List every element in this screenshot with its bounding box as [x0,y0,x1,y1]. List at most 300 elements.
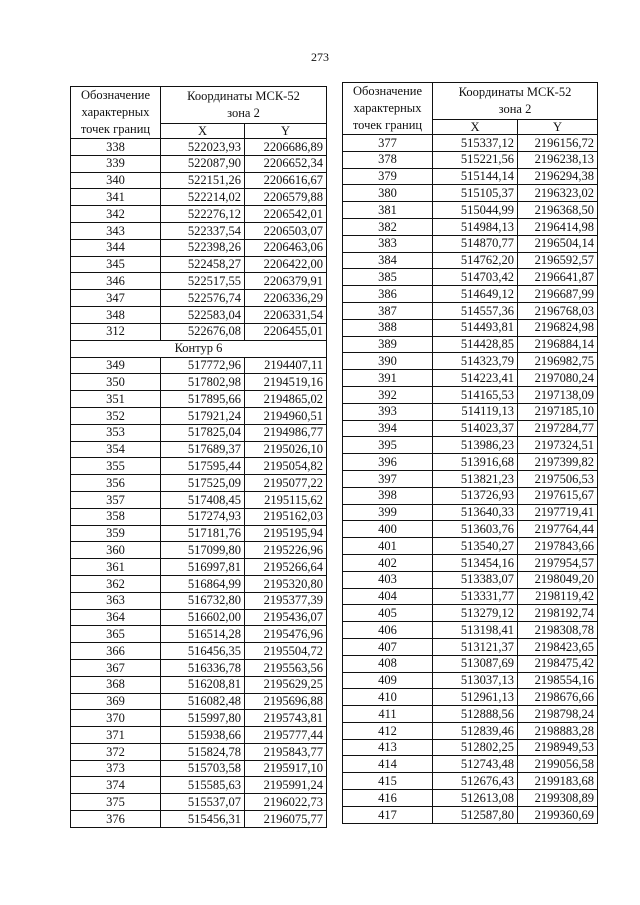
table-row [71,189,327,206]
point-id: 365 [71,626,161,643]
x-coordinate: 513916,68 [433,454,518,471]
point-id: 339 [71,155,161,172]
table-row [71,609,327,626]
y-coordinate: 2195743,81 [245,710,327,727]
point-id: 411 [343,706,433,723]
point-id: 362 [71,575,161,592]
y-coordinate: 2206686,89 [245,139,327,156]
point-id: 379 [343,168,433,185]
point-id: 397 [343,470,433,487]
y-coordinate: 2195077,22 [245,475,327,492]
table-row [71,525,327,542]
y-coordinate: 2206455,01 [245,323,327,340]
y-coordinate: 2196294,38 [518,168,598,185]
point-id: 392 [343,386,433,403]
y-coordinate: 2195054,82 [245,458,327,475]
table-row [71,693,327,710]
table-row [343,622,598,639]
table-row [71,155,327,172]
table-row [343,470,598,487]
y-coordinate: 2198798,24 [518,706,598,723]
table-row [71,139,327,156]
point-id: 387 [343,302,433,319]
table-row [71,508,327,525]
point-id: 396 [343,454,433,471]
y-coordinate: 2195162,03 [245,508,327,525]
y-coordinate: 2198192,74 [518,605,598,622]
table-row [71,441,327,458]
x-coordinate: 515537,07 [161,794,245,811]
y-coordinate: 2197843,66 [518,538,598,555]
y-coordinate: 2197324,51 [518,437,598,454]
point-id: 414 [343,756,433,773]
y-column-header: Y [518,120,598,135]
table-row [343,655,598,672]
x-coordinate: 517595,44 [161,458,245,475]
x-coordinate: 515456,31 [161,811,245,828]
x-coordinate: 522151,26 [161,172,245,189]
point-id: 402 [343,554,433,571]
x-coordinate: 516208,81 [161,676,245,693]
x-coordinate: 513331,77 [433,588,518,605]
table-row [343,756,598,773]
point-id: 338 [71,139,161,156]
x-coordinate: 513821,23 [433,470,518,487]
table-row [343,554,598,571]
y-coordinate: 2194407,11 [245,357,327,374]
point-id: 391 [343,370,433,387]
x-coordinate: 515997,80 [161,710,245,727]
table-row [71,794,327,811]
x-coordinate: 512802,25 [433,739,518,756]
point-id: 403 [343,571,433,588]
x-coordinate: 512587,80 [433,806,518,823]
table-row [71,256,327,273]
point-id: 372 [71,743,161,760]
point-id: 350 [71,374,161,391]
table-row [343,739,598,756]
x-coordinate: 516456,35 [161,643,245,660]
point-id: 406 [343,622,433,639]
table-row [343,689,598,706]
designation-header: Обозначение характерных точек границ [343,83,433,135]
y-coordinate: 2199056,58 [518,756,598,773]
table-row [71,391,327,408]
x-coordinate: 513087,69 [433,655,518,672]
point-id: 353 [71,424,161,441]
point-id: 401 [343,538,433,555]
x-coordinate: 516864,99 [161,575,245,592]
table-row [71,357,327,374]
point-id: 344 [71,239,161,256]
table-row [343,571,598,588]
point-id: 368 [71,676,161,693]
x-coordinate: 514323,79 [433,353,518,370]
y-coordinate: 2196982,75 [518,353,598,370]
y-coordinate: 2206379,91 [245,273,327,290]
x-coordinate: 515585,63 [161,777,245,794]
table-row [343,336,598,353]
point-id: 407 [343,638,433,655]
x-coordinate: 517274,93 [161,508,245,525]
y-coordinate: 2198676,66 [518,689,598,706]
point-id: 413 [343,739,433,756]
point-id: 377 [343,135,433,152]
point-id: 416 [343,790,433,807]
y-coordinate: 2198554,16 [518,672,598,689]
x-coordinate: 514557,36 [433,302,518,319]
table-row [343,302,598,319]
point-id: 370 [71,710,161,727]
header-row [343,83,598,120]
point-id: 398 [343,487,433,504]
left-coordinates-table [70,86,327,828]
table-row [343,420,598,437]
table-row [71,710,327,727]
x-coordinate: 513726,93 [433,487,518,504]
y-coordinate: 2195436,07 [245,609,327,626]
y-coordinate: 2194960,51 [245,407,327,424]
x-coordinate: 512676,43 [433,773,518,790]
table-row [343,353,598,370]
y-coordinate: 2194519,16 [245,374,327,391]
right-rows [343,135,598,824]
x-coordinate: 513198,41 [433,622,518,639]
x-coordinate: 517825,04 [161,424,245,441]
x-coordinate: 522458,27 [161,256,245,273]
x-coordinate: 514984,13 [433,218,518,235]
table-row [71,458,327,475]
y-coordinate: 2195377,39 [245,592,327,609]
designation-header: Обозначение характерных точек границ [71,87,161,139]
point-id: 312 [71,323,161,340]
point-id: 367 [71,659,161,676]
point-id: 363 [71,592,161,609]
x-coordinate: 522023,93 [161,139,245,156]
y-coordinate: 2196323,02 [518,185,598,202]
point-id: 394 [343,420,433,437]
table-row [71,239,327,256]
table-row [343,151,598,168]
point-id: 342 [71,206,161,223]
y-coordinate: 2206336,29 [245,290,327,307]
x-coordinate: 512888,56 [433,706,518,723]
x-coordinate: 522337,54 [161,222,245,239]
x-coordinate: 517408,45 [161,491,245,508]
table-row [343,605,598,622]
x-coordinate: 517181,76 [161,525,245,542]
y-coordinate: 2197284,77 [518,420,598,437]
x-coordinate: 514493,81 [433,319,518,336]
x-coordinate: 514762,20 [433,252,518,269]
point-id: 360 [71,542,161,559]
y-coordinate: 2206542,01 [245,206,327,223]
y-coordinate: 2195629,25 [245,676,327,693]
x-coordinate: 515938,66 [161,727,245,744]
y-coordinate: 2196075,77 [245,811,327,828]
table-row [71,542,327,559]
x-coordinate: 514165,53 [433,386,518,403]
y-coordinate: 2195843,77 [245,743,327,760]
y-column-header: Y [245,124,327,139]
y-coordinate: 2195266,64 [245,559,327,576]
point-id: 361 [71,559,161,576]
y-coordinate: 2196156,72 [518,135,598,152]
x-coordinate: 515824,78 [161,743,245,760]
table-row [71,273,327,290]
point-id: 380 [343,185,433,202]
y-coordinate: 2206503,07 [245,222,327,239]
x-coordinate: 513279,12 [433,605,518,622]
point-id: 388 [343,319,433,336]
table-row [71,475,327,492]
y-coordinate: 2206463,06 [245,239,327,256]
table-row [71,374,327,391]
table-row [343,386,598,403]
point-id: 345 [71,256,161,273]
table-row [343,722,598,739]
y-coordinate: 2197185,10 [518,403,598,420]
y-coordinate: 2198308,78 [518,622,598,639]
y-coordinate: 2196022,73 [245,794,327,811]
x-coordinate: 515703,58 [161,760,245,777]
x-coordinate: 522214,02 [161,189,245,206]
point-id: 358 [71,508,161,525]
x-coordinate: 522583,04 [161,306,245,323]
y-coordinate: 2198949,53 [518,739,598,756]
y-coordinate: 2195226,96 [245,542,327,559]
x-coordinate: 515144,14 [433,168,518,185]
point-id: 417 [343,806,433,823]
y-coordinate: 2195320,80 [245,575,327,592]
y-coordinate: 2206331,54 [245,306,327,323]
point-id: 341 [71,189,161,206]
point-id: 366 [71,643,161,660]
x-coordinate: 515044,99 [433,202,518,219]
table-row [71,643,327,660]
y-coordinate: 2196884,14 [518,336,598,353]
coordinate-system-header: Координаты МСК-52 зона 2 [161,87,327,124]
y-coordinate: 2195115,62 [245,491,327,508]
y-coordinate: 2195504,72 [245,643,327,660]
table-row [343,437,598,454]
table-row [71,626,327,643]
y-coordinate: 2195476,96 [245,626,327,643]
table-row [343,269,598,286]
x-coordinate: 516336,78 [161,659,245,676]
x-coordinate: 517802,98 [161,374,245,391]
point-id: 385 [343,269,433,286]
table-row [343,487,598,504]
table-row [343,202,598,219]
point-id: 346 [71,273,161,290]
x-coordinate: 513986,23 [433,437,518,454]
point-id: 412 [343,722,433,739]
y-coordinate: 2195991,24 [245,777,327,794]
point-id: 374 [71,777,161,794]
table-row [343,286,598,303]
y-coordinate: 2198423,65 [518,638,598,655]
table-row [71,407,327,424]
table-row [343,773,598,790]
table-row [71,306,327,323]
y-coordinate: 2198119,42 [518,588,598,605]
table-row [343,319,598,336]
table-row [71,676,327,693]
y-coordinate: 2206616,67 [245,172,327,189]
y-coordinate: 2196504,14 [518,235,598,252]
point-id: 389 [343,336,433,353]
x-column-header: X [433,120,518,135]
y-coordinate: 2195777,44 [245,727,327,744]
table-row [343,454,598,471]
point-id: 343 [71,222,161,239]
x-coordinate: 512839,46 [433,722,518,739]
y-coordinate: 2198049,20 [518,571,598,588]
point-id: 348 [71,306,161,323]
x-coordinate: 514223,41 [433,370,518,387]
table-row [71,323,327,340]
x-coordinate: 516997,81 [161,559,245,576]
x-coordinate: 513121,37 [433,638,518,655]
x-coordinate: 516732,80 [161,592,245,609]
point-id: 352 [71,407,161,424]
point-id: 383 [343,235,433,252]
point-id: 405 [343,605,433,622]
point-id: 409 [343,672,433,689]
table-row [343,218,598,235]
left-rows-after-contour [71,357,327,827]
y-coordinate: 2206422,00 [245,256,327,273]
y-coordinate: 2198475,42 [518,655,598,672]
point-id: 395 [343,437,433,454]
point-id: 384 [343,252,433,269]
point-id: 375 [71,794,161,811]
x-coordinate: 512961,13 [433,689,518,706]
x-coordinate: 513603,76 [433,521,518,538]
contour-label: Контур 6 [71,340,327,357]
table-row [343,235,598,252]
x-coordinate: 515221,56 [433,151,518,168]
x-coordinate: 513540,27 [433,538,518,555]
table-row [71,172,327,189]
point-id: 356 [71,475,161,492]
x-coordinate: 513037,13 [433,672,518,689]
x-coordinate: 517525,09 [161,475,245,492]
table-row [71,727,327,744]
x-coordinate: 514428,85 [433,336,518,353]
x-coordinate: 517895,66 [161,391,245,408]
y-coordinate: 2199183,68 [518,773,598,790]
point-id: 376 [71,811,161,828]
point-id: 347 [71,290,161,307]
header-row [71,87,327,124]
x-coordinate: 522276,12 [161,206,245,223]
table-row [71,811,327,828]
point-id: 357 [71,491,161,508]
point-id: 382 [343,218,433,235]
y-coordinate: 2195917,10 [245,760,327,777]
y-coordinate: 2197080,24 [518,370,598,387]
y-coordinate: 2196368,50 [518,202,598,219]
point-id: 399 [343,504,433,521]
point-id: 390 [343,353,433,370]
table-row [343,185,598,202]
right-coordinates-table [342,82,598,824]
table-row [71,777,327,794]
point-id: 340 [71,172,161,189]
point-id: 354 [71,441,161,458]
table-row [343,588,598,605]
x-coordinate: 515337,12 [433,135,518,152]
point-id: 415 [343,773,433,790]
point-id: 355 [71,458,161,475]
x-coordinate: 512743,48 [433,756,518,773]
table-row [343,706,598,723]
table-row [71,290,327,307]
point-id: 404 [343,588,433,605]
x-coordinate: 517099,80 [161,542,245,559]
x-coordinate: 514023,37 [433,420,518,437]
point-id: 400 [343,521,433,538]
table-row [71,743,327,760]
x-coordinate: 514870,77 [433,235,518,252]
table-row [71,206,327,223]
x-coordinate: 517689,37 [161,441,245,458]
y-coordinate: 2199360,69 [518,806,598,823]
y-coordinate: 2196768,03 [518,302,598,319]
y-coordinate: 2197719,41 [518,504,598,521]
table-row [71,760,327,777]
table-row [71,222,327,239]
table-row [343,638,598,655]
table-row [71,559,327,576]
table-row [343,538,598,555]
left-rows-before-contour [71,139,327,341]
x-coordinate: 513383,07 [433,571,518,588]
point-id: 410 [343,689,433,706]
point-id: 378 [343,151,433,168]
y-coordinate: 2195696,88 [245,693,327,710]
x-coordinate: 515105,37 [433,185,518,202]
x-coordinate: 522517,55 [161,273,245,290]
y-coordinate: 2199308,89 [518,790,598,807]
table-row [343,521,598,538]
table-row [343,403,598,420]
table-row [343,252,598,269]
table-row [343,370,598,387]
table-row [71,575,327,592]
y-coordinate: 2198883,28 [518,722,598,739]
table-row [343,135,598,152]
y-coordinate: 2196592,57 [518,252,598,269]
table-row [71,424,327,441]
point-id: 359 [71,525,161,542]
y-coordinate: 2197764,44 [518,521,598,538]
y-coordinate: 2206652,34 [245,155,327,172]
page-number: 273 [311,50,329,64]
x-coordinate: 514649,12 [433,286,518,303]
x-coordinate: 516082,48 [161,693,245,710]
x-coordinate: 512613,08 [433,790,518,807]
x-coordinate: 516602,00 [161,609,245,626]
y-coordinate: 2196824,98 [518,319,598,336]
y-coordinate: 2195026,10 [245,441,327,458]
contour-row [71,340,327,357]
y-coordinate: 2194865,02 [245,391,327,408]
table-row [343,168,598,185]
y-coordinate: 2197138,09 [518,386,598,403]
